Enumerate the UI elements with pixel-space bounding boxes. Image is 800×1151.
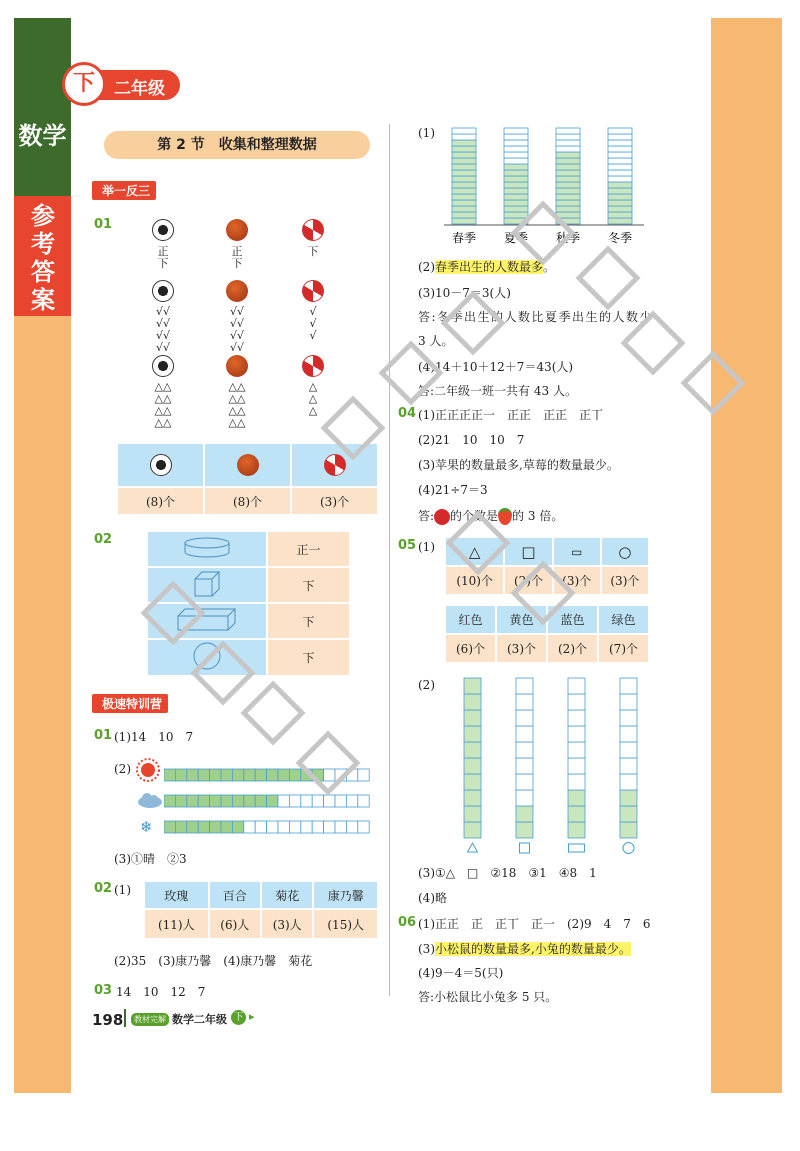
bar-cell (608, 146, 632, 152)
bar-cell (516, 678, 533, 694)
bar-cell (232, 769, 243, 781)
bar-cell (504, 152, 528, 158)
bar-cell (504, 176, 528, 182)
triangle-icon (468, 843, 478, 852)
basketball-icon (237, 454, 259, 476)
r3-line1: (3)10－7＝3(人) (418, 286, 511, 300)
q06-line2: (3)小松鼠的数量最多,小兔的数量最少。 (418, 942, 631, 956)
bar-cell (346, 821, 357, 833)
bar-cell (452, 170, 476, 176)
apple-icon (434, 509, 450, 525)
q04-line3: (3)苹果的数量最多,草莓的数量最少。 (418, 458, 619, 472)
bar-cell (620, 742, 637, 758)
section-title: 第 2 节 收集和整理数据 (104, 131, 370, 159)
bar-cell (556, 140, 580, 146)
bar-cell (278, 821, 289, 833)
table-cell: (8)个 (204, 487, 291, 515)
bar-cell (244, 769, 255, 781)
bar-cell (289, 795, 300, 807)
bar-cell (556, 128, 580, 134)
bar-cell (504, 146, 528, 152)
table-header: 绿色 (598, 605, 649, 634)
subject-label: 数学 (18, 121, 67, 150)
bar-cell (232, 795, 243, 807)
bar-cell (198, 769, 209, 781)
bar-cell (221, 821, 232, 833)
cloud-icon (136, 791, 164, 809)
j02-line2: (2)35 (3)康乃馨 (4)康乃馨 菊花 (114, 954, 313, 968)
bar-cell (516, 774, 533, 790)
bar-cell (221, 769, 232, 781)
check-marks: √√ √√ √√ √√ (229, 305, 245, 354)
soccer-icon (152, 280, 174, 302)
table-cell: (6)人 (209, 909, 261, 939)
bar-cell (210, 795, 221, 807)
j02-label1: (1) (114, 883, 131, 897)
q06-line1: (1)正正 正 正丅 正一 (2)9 4 7 6 (418, 917, 651, 931)
right-margin-band (711, 18, 782, 1093)
bar-cell (324, 795, 335, 807)
bar-cell (568, 806, 585, 822)
table-header: 蓝色 (547, 605, 598, 634)
rectangle-icon: ▭ (553, 537, 601, 566)
bar-cell (608, 152, 632, 158)
bar-cell (608, 164, 632, 170)
season-label: 春季 (451, 231, 477, 245)
grade-mark: 下 (62, 62, 106, 106)
triangle-marks: △△ △△ △△ △△ (228, 380, 246, 429)
table-cell: (3)人 (261, 909, 313, 939)
bar-cell (556, 170, 580, 176)
bar-cell (464, 726, 481, 742)
q04-answer: 答: 的个数是 的 3 倍。 (418, 509, 564, 523)
table-cell: (10)个 (445, 566, 504, 595)
bar-cell (556, 176, 580, 182)
q06-line4: 答:小松鼠比小兔多 5 只。 (418, 990, 558, 1004)
bar-cell (516, 806, 533, 822)
snowflake-icon: ❄ (140, 818, 153, 836)
rectangle-icon (569, 844, 585, 852)
bar-cell (608, 134, 632, 140)
bar-cell (289, 769, 300, 781)
bar-cell (358, 795, 369, 807)
j03-number: 03 (94, 983, 113, 998)
bar-cell (358, 821, 369, 833)
cylinder-icon (182, 537, 232, 559)
bar-cell (504, 188, 528, 194)
r1-label: (1) (418, 126, 435, 140)
flower-table (143, 880, 379, 940)
q01-table (116, 442, 379, 516)
bar-cell (244, 795, 255, 807)
watermark-shape (575, 245, 640, 310)
triangle-marks: △ △ △ (308, 380, 318, 417)
bar-cell (608, 218, 632, 224)
bar-cell (452, 152, 476, 158)
circle-icon (623, 843, 634, 854)
q04-number: 04 (398, 406, 417, 421)
footer-book: 数学二年级 (172, 1013, 227, 1026)
bar-cell (464, 742, 481, 758)
bar-cell (556, 152, 580, 158)
tally-cell: 下 (267, 567, 350, 603)
bar-cell (187, 821, 198, 833)
bar-cell (301, 821, 312, 833)
bar-cell (335, 795, 346, 807)
grade-label: 二年级 (114, 79, 165, 99)
triangle-marks: △△ △△ △△ △△ (154, 380, 172, 429)
bar-cell (556, 164, 580, 170)
bar-cell (568, 790, 585, 806)
bar-cell (516, 742, 533, 758)
bar-cell (608, 128, 632, 134)
q04-line4: (4)21÷7＝3 (418, 483, 488, 497)
grade-tab (62, 62, 180, 108)
bar-cell (301, 795, 312, 807)
season-label: 冬季 (607, 231, 633, 245)
bar-cell (452, 176, 476, 182)
q05-line4: (4)略 (418, 891, 447, 905)
tally-mark: 下 (307, 245, 319, 258)
r4-line2: 答:二年级一班一共有 43 人。 (418, 384, 577, 398)
bar-cell (608, 158, 632, 164)
bar-cell (452, 128, 476, 134)
bar-cell (267, 769, 278, 781)
q06-line3: (4)9－4＝5(只) (418, 966, 504, 980)
table-header: 百合 (209, 881, 261, 909)
basketball-icon (226, 355, 248, 377)
bar-cell (335, 821, 346, 833)
bar-cell (452, 206, 476, 212)
bar-cell (556, 194, 580, 200)
bar-cell (608, 188, 632, 194)
bar-cell (346, 795, 357, 807)
r2-line: (2)春季出生的人数最多。 (418, 260, 556, 274)
bar-cell (568, 774, 585, 790)
bar-cell (516, 726, 533, 742)
q05-line3: (3)①△ □ ②18 ③1 ④8 1 (418, 866, 597, 880)
bar-cell (452, 164, 476, 170)
q04-line2: (2)21 10 10 7 (418, 433, 525, 447)
bar-cell (312, 795, 323, 807)
bar-cell (187, 795, 198, 807)
q05-number: 05 (398, 538, 417, 553)
r3-line2: 答:冬季出生的人数比夏季出生的人数少 (418, 310, 654, 324)
answer-label: 参考答案 (31, 201, 55, 314)
j01-number: 01 (94, 728, 113, 743)
shape-bar-chart (456, 676, 646, 856)
bar-cell (504, 206, 528, 212)
bar-cell (620, 694, 637, 710)
bar-cell (278, 769, 289, 781)
bar-cell (608, 194, 632, 200)
sun-icon (136, 758, 160, 782)
bar-cell (452, 182, 476, 188)
bar-cell (452, 188, 476, 194)
bar-cell (452, 218, 476, 224)
bar-cell (556, 146, 580, 152)
bar-cell (198, 821, 209, 833)
footer-arrow: ▸ (249, 1010, 255, 1023)
bar-cell (516, 710, 533, 726)
j02-number: 02 (94, 881, 113, 896)
bar-cell (608, 212, 632, 218)
bar-cell (504, 140, 528, 146)
bar-cell (620, 806, 637, 822)
bar-cell (464, 678, 481, 694)
table-cell: (15)人 (313, 909, 378, 939)
bar-cell (620, 710, 637, 726)
tally-cell: 下 (267, 603, 350, 639)
bar-cell (452, 146, 476, 152)
tag-training: 极速特训营 (92, 694, 168, 713)
page-number: 198 (92, 1011, 124, 1029)
footer-grade-mark: 下 (231, 1010, 246, 1025)
bar-cell (452, 200, 476, 206)
square-icon: □ (504, 537, 552, 566)
table-cell: (3)个 (553, 566, 601, 595)
bar-cell (516, 822, 533, 838)
table-header: 黄色 (496, 605, 547, 634)
bar-cell (324, 821, 335, 833)
bar-cell (464, 774, 481, 790)
table-cell: (2)个 (504, 566, 552, 595)
bar-cell (504, 158, 528, 164)
check-marks: √ √ √ (309, 305, 317, 342)
bar-cell (464, 822, 481, 838)
bar-cell (608, 206, 632, 212)
bar-cell (608, 140, 632, 146)
bar-cell (568, 710, 585, 726)
q01-number: 01 (94, 217, 113, 232)
bar-cell (556, 188, 580, 194)
bar-cell (556, 182, 580, 188)
bar-cell (255, 795, 266, 807)
bar-cell (608, 182, 632, 188)
j03-text: 14 10 12 7 (116, 985, 206, 999)
volleyball-icon (302, 219, 324, 241)
bar-cell (244, 821, 255, 833)
bar-cell (255, 821, 266, 833)
bar-cell (608, 170, 632, 176)
table-header: 菊花 (261, 881, 313, 909)
table-cell: (3)个 (291, 487, 378, 515)
table-cell: (7)个 (598, 634, 649, 663)
table-cell: (11)人 (144, 909, 209, 939)
tally-mark: 正 下 (157, 245, 169, 270)
q05-label2: (2) (418, 678, 435, 692)
bar-cell (516, 790, 533, 806)
bar-cell (221, 795, 232, 807)
footer-badge: 教材完解 (131, 1013, 169, 1026)
q04-line1: (1)正正正正一 正正 正正 正丅 (418, 408, 603, 422)
triangle-icon: △ (445, 537, 504, 566)
bar-cell (175, 769, 186, 781)
bar-cell (556, 206, 580, 212)
soccer-icon (152, 355, 174, 377)
tag-practice: 举一反三 (92, 181, 156, 200)
q02-number: 02 (94, 532, 113, 547)
bar-cell (608, 200, 632, 206)
bar-cell (175, 821, 186, 833)
basketball-icon (226, 280, 248, 302)
q05-label1: (1) (418, 540, 435, 554)
watermark-shape (240, 680, 305, 745)
j01-line3: (3)①晴 ②3 (114, 852, 187, 866)
bar-cell (464, 806, 481, 822)
bar-cell (452, 134, 476, 140)
bar-cell (232, 821, 243, 833)
volleyball-icon (302, 355, 324, 377)
table-cell: (6)个 (445, 634, 496, 663)
tally-mark: 正 下 (231, 245, 243, 270)
table-header: 红色 (445, 605, 496, 634)
bar-cell (620, 758, 637, 774)
basketball-icon (226, 219, 248, 241)
bar-cell (504, 134, 528, 140)
bar-cell (464, 710, 481, 726)
check-marks: √√ √√ √√ √√ (155, 305, 171, 354)
answer-band (14, 196, 71, 316)
table-header: 玫瑰 (144, 881, 209, 909)
bar-cell (164, 769, 175, 781)
bar-cell (452, 158, 476, 164)
square-icon (520, 843, 530, 853)
bar-cell (278, 795, 289, 807)
bar-cell (164, 821, 175, 833)
footer-divider (124, 1009, 126, 1027)
r4-line1: (4)14＋10＋12＋7＝43(人) (418, 360, 574, 374)
bar-cell (464, 790, 481, 806)
tally-cell: 正一 (267, 531, 350, 567)
bar-cell (504, 182, 528, 188)
bar-cell (608, 176, 632, 182)
bar-cell (620, 790, 637, 806)
table-cell: (3)个 (496, 634, 547, 663)
bar-cell (568, 758, 585, 774)
bar-cell (556, 134, 580, 140)
bar-cell (568, 678, 585, 694)
soccer-icon (152, 219, 174, 241)
bar-cell (289, 821, 300, 833)
soccer-icon (150, 454, 172, 476)
bar-cell (452, 212, 476, 218)
table-cell: (8)个 (117, 487, 204, 515)
table-cell: (2)个 (547, 634, 598, 663)
bar-cell (358, 769, 369, 781)
bar-cell (620, 726, 637, 742)
j01-line1: (1)14 10 7 (114, 730, 194, 744)
bar-cell (175, 795, 186, 807)
bar-cell (164, 795, 175, 807)
bar-cell (620, 774, 637, 790)
r3-line3: 3 人。 (418, 334, 454, 348)
bar-cell (267, 821, 278, 833)
bar-cell (312, 821, 323, 833)
bar-cell (568, 726, 585, 742)
strawberry-icon (498, 508, 512, 525)
table-header: 康乃馨 (313, 881, 378, 909)
bar-cell (267, 795, 278, 807)
bar-cell (620, 678, 637, 694)
bar-cell (556, 158, 580, 164)
bar-cell (504, 128, 528, 134)
bar-cell (504, 194, 528, 200)
bar-cell (556, 200, 580, 206)
tally-cell: 下 (267, 639, 350, 676)
j01-label2: (2) (114, 762, 131, 776)
bar-cell (464, 758, 481, 774)
bar-cell (568, 742, 585, 758)
bar-cell (504, 164, 528, 170)
season-label: 夏季 (503, 231, 529, 245)
bar-cell (516, 758, 533, 774)
bar-cell (210, 821, 221, 833)
table-cell: (3)个 (601, 566, 649, 595)
bar-cell (568, 694, 585, 710)
volleyball-icon (324, 454, 346, 476)
bar-cell (568, 822, 585, 838)
cube-icon (192, 570, 222, 598)
circle-icon: ○ (601, 537, 649, 566)
bar-cell (464, 694, 481, 710)
column-divider (389, 124, 390, 996)
bar-cell (504, 170, 528, 176)
q06-number: 06 (398, 915, 417, 930)
season-label: 秋季 (555, 231, 581, 245)
bar-cell (255, 769, 266, 781)
bar-cell (198, 795, 209, 807)
bar-cell (452, 140, 476, 146)
bar-cell (516, 694, 533, 710)
bar-cell (620, 822, 637, 838)
bar-cell (210, 769, 221, 781)
bar-cell (187, 769, 198, 781)
bar-cell (452, 194, 476, 200)
volleyball-icon (302, 280, 324, 302)
bar-cell (504, 200, 528, 206)
